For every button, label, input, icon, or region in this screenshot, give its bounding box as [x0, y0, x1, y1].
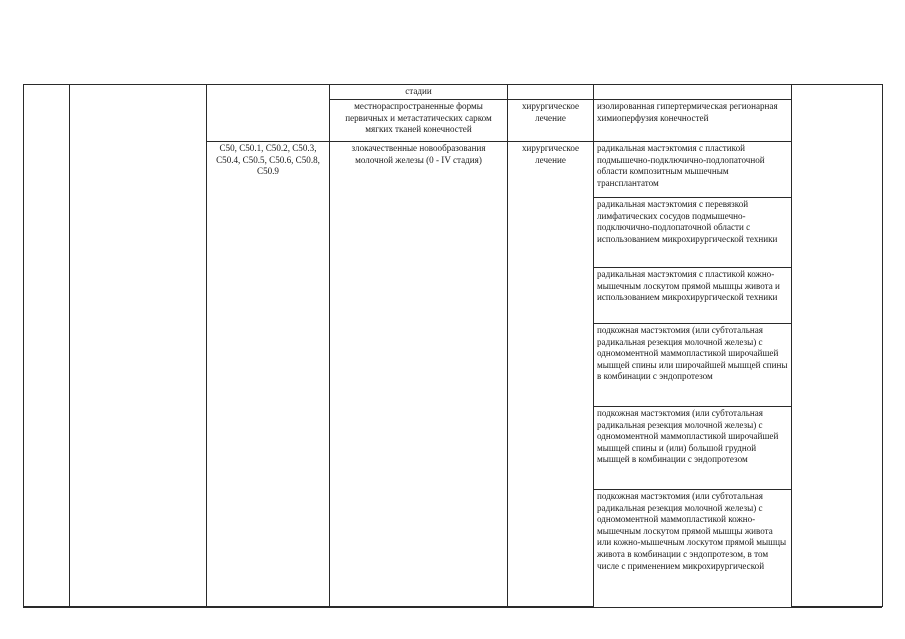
method-cell: изолированная гипертермическая регионарная химиоперфузия конечностей — [594, 100, 792, 142]
table-row — [24, 85, 883, 100]
cost-cell — [792, 85, 883, 607]
method-cell: подкожная мастэктомия (или субтотальная радикальная резекция молочной железы) с одномоментной маммопластикой широчайшей мышцей спины и (или) большой грудной мышцей в комбинации с эндопротезом — [594, 407, 792, 490]
icd-code-cell — [207, 85, 330, 142]
condition-cell: местнораспространенные формы первичных и метастатических сарком мягких тканей конечностей — [330, 100, 508, 142]
method-cell — [594, 490, 792, 607]
method-cell-text: подкожная мастэктомия (или субтотальная радикальная резекция молочной железы) с одномоментной маммопластикой кожно-мышечным лоскутом прямой мышцы живота или кожно-мышечным лоскутом прямой мышцы живота в комбинации с эндопротезом, в том числе с применением микрохирургической — [597, 491, 787, 571]
method-cell: радикальная мастэктомия с пластикой подмышечно-подключично-подлопаточной области композитным мышечным трансплантатом — [594, 142, 792, 198]
method-cell: радикальная мастэктомия с пластикой кожно-мышечным лоскутом прямой мышцы живота и использованием микрохирургической техники — [594, 268, 792, 324]
condition-cell: стадии — [330, 85, 508, 100]
icd-code-cell: C50, C50.1, C50.2, C50.3, C50.4, C50.5, C50.6, C50.8, C50.9 — [207, 142, 330, 607]
condition-cell: злокачественные новообразования молочной железы (0 - IV стадия) — [330, 142, 508, 607]
treatment-type-cell — [508, 85, 594, 100]
page-bottom-rule — [23, 607, 882, 608]
method-cell: подкожная мастэктомия (или субтотальная радикальная резекция молочной железы) с одномоментной маммопластикой широчайшей мышцей спины или широчайшей мышцей спины в комбинации с эндопротезом — [594, 324, 792, 407]
method-cell: радикальная мастэктомия с перевязкой лимфатических сосудов подмышечно-подключично-подлопаточной области с использованием микрохирургической техники — [594, 198, 792, 268]
method-cell — [594, 85, 792, 100]
number-cell — [24, 85, 70, 607]
group-name-cell — [70, 85, 207, 607]
treatment-type-cell: хирургическое лечение — [508, 142, 594, 607]
treatment-type-cell: хирургическое лечение — [508, 100, 594, 142]
medical-procedures-table — [23, 84, 883, 607]
